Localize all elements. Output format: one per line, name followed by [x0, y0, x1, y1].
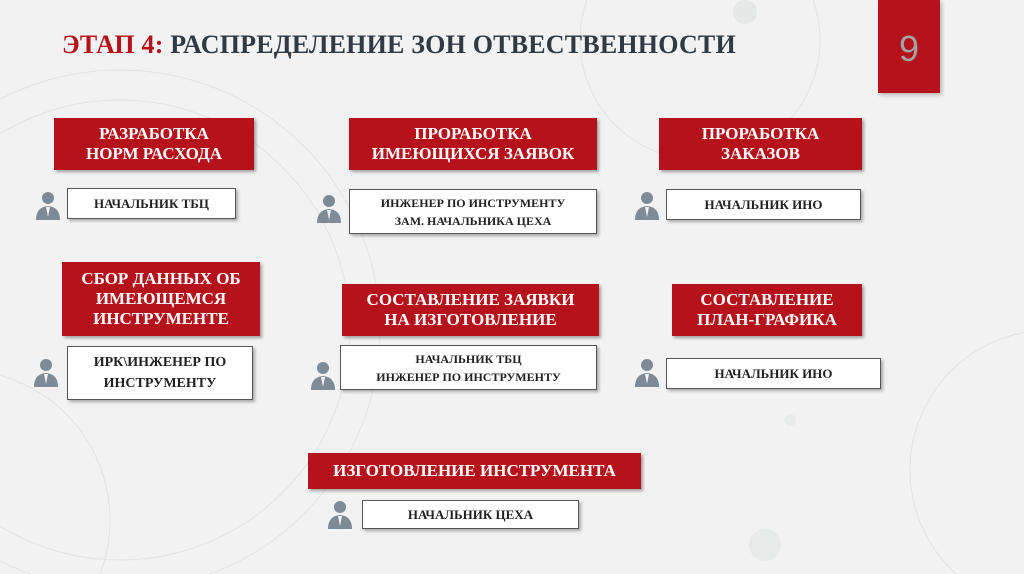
- task-label: ПРОРАБОТКА ЗАКАЗОВ: [701, 124, 820, 163]
- person-icon: [310, 360, 336, 390]
- person-icon: [327, 499, 353, 529]
- person-icon: [634, 190, 660, 220]
- responsible-box: [67, 188, 236, 219]
- person-icon: [316, 193, 342, 223]
- person-icon: [634, 357, 660, 387]
- responsible-box: [666, 358, 881, 389]
- page-number: 9: [898, 28, 920, 69]
- task-label: СОСТАВЛЕНИЕ ПЛАН-ГРАФИКА: [697, 290, 837, 329]
- title-text: РАСПРЕДЕЛЕНИЕ ЗОН ОТВЕСТВЕННОСТИ: [163, 30, 736, 59]
- responsible-label: ИРК\ИНЖЕНЕР ПО ИНСТРУМЕНТУ: [93, 355, 227, 391]
- task-box: [659, 118, 862, 170]
- responsible-label: НАЧАЛЬНИК ТБЦ ИНЖЕНЕР ПО ИНСТРУМЕНТУ: [376, 351, 561, 384]
- title-stage: ЭТАП 4:: [62, 30, 164, 59]
- task-label: СБОР ДАННЫХ ОБ ИМЕЮЩЕМСЯ ИНСТРУМЕНТЕ: [81, 269, 241, 328]
- responsible-label: НАЧАЛЬНИК ЦЕХА: [407, 507, 534, 522]
- task-label: СОСТАВЛЕНИЕ ЗАЯВКИ НА ИЗГОТОВЛЕНИЕ: [366, 290, 575, 329]
- task-label: РАЗРАБОТКА НОРМ РАСХОДА: [85, 124, 223, 163]
- slide-title: [62, 30, 736, 60]
- responsible-box: [362, 500, 579, 529]
- responsible-box: [349, 189, 597, 234]
- task-box: [349, 118, 597, 170]
- responsible-box: [666, 189, 861, 220]
- task-label: ИЗГОТОВЛЕНИЕ ИНСТРУМЕНТА: [333, 461, 616, 480]
- task-box: [672, 284, 862, 336]
- person-icon: [33, 357, 59, 387]
- task-box: [342, 284, 599, 336]
- responsible-box: [67, 346, 253, 400]
- responsible-label: НАЧАЛЬНИК ТБЦ: [93, 196, 209, 211]
- task-box: [308, 453, 641, 489]
- page-number-badge: [878, 0, 940, 93]
- responsible-label: ИНЖЕНЕР ПО ИНСТРУМЕНТУ ЗАМ. НАЧАЛЬНИКА ЦЕХА: [380, 195, 566, 228]
- task-box: [54, 118, 254, 170]
- task-label: ПРОРАБОТКА ИМЕЮЩИХСЯ ЗАЯВОК: [371, 124, 575, 163]
- responsible-label: НАЧАЛЬНИК ИНО: [714, 366, 833, 381]
- responsible-box: [340, 345, 597, 390]
- task-box: [62, 262, 260, 336]
- person-icon: [35, 190, 61, 220]
- responsible-label: НАЧАЛЬНИК ИНО: [704, 197, 823, 212]
